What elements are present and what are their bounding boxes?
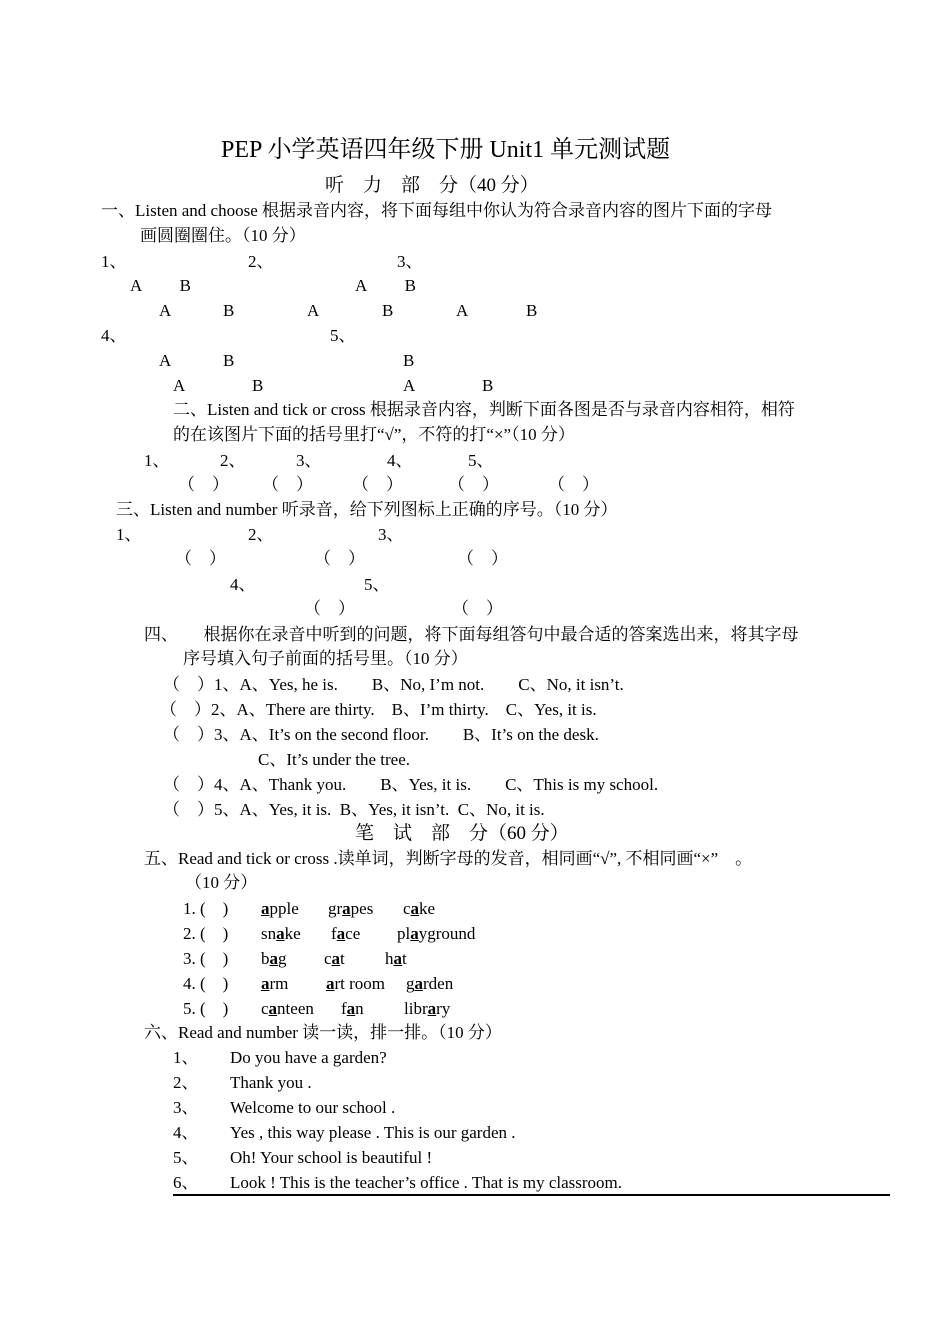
s2-item-number: 3、: [296, 451, 322, 470]
s1-item-number: 5、: [330, 326, 356, 345]
s3-answer-bracket[interactable]: （ ）: [175, 549, 226, 568]
s3-answer-bracket[interactable]: （ ）: [457, 549, 508, 568]
s6-item-number: 3、: [173, 1098, 199, 1117]
section-5-instruction-cont: （10 分）: [185, 873, 258, 892]
s1-choice-letter[interactable]: B: [526, 301, 538, 320]
s1-item-number: 3、: [397, 252, 423, 271]
s5-word: arm: [261, 974, 289, 993]
s6-item-number: 1、: [173, 1048, 199, 1067]
s2-answer-bracket[interactable]: （ ）: [352, 475, 403, 494]
s3-item-number: 5、: [364, 575, 390, 594]
s2-answer-bracket[interactable]: （ ）: [178, 475, 229, 494]
s1-choice-letters[interactable]: A B: [130, 276, 191, 295]
s2-item-number: 2、: [220, 451, 246, 470]
s1-choice-letter[interactable]: A: [456, 301, 469, 320]
s1-choice-letter[interactable]: B: [223, 351, 235, 370]
s6-sentence: Thank you .: [230, 1073, 312, 1092]
s2-answer-bracket[interactable]: （ ）: [262, 475, 313, 494]
listening-section-header: 听 力 部 分（40 分）: [325, 175, 539, 196]
s1-choice-letter[interactable]: A: [403, 376, 416, 395]
section-4-instruction-cont: 序号填入句子前面的括号里。（10 分）: [183, 649, 468, 668]
s1-choice-letter[interactable]: A: [307, 301, 320, 320]
s6-sentence: Welcome to our school .: [230, 1098, 396, 1117]
section-2-instruction-cont: 的在该图片下面的括号里打“√”，不符的打“×”（10 分）: [173, 425, 575, 444]
s1-choice-letter[interactable]: A: [159, 351, 172, 370]
section-1-instruction-cont: 画圆圈圈住。（10 分）: [140, 226, 306, 245]
s5-row-number[interactable]: 2. ( ): [183, 924, 229, 943]
s6-sentence: Oh! Your school is beautiful !: [230, 1148, 433, 1167]
s6-item-number: 6、: [173, 1173, 199, 1192]
s2-item-number: 1、: [144, 451, 170, 470]
s1-choice-letter[interactable]: B: [382, 301, 394, 320]
section-6-instruction: 六、Read and number 读一读，排一排。（10 分）: [144, 1023, 502, 1042]
s6-item-number: 4、: [173, 1123, 199, 1142]
s5-row-number[interactable]: 4. ( ): [183, 974, 229, 993]
s5-word: playground: [397, 924, 476, 943]
s3-answer-bracket[interactable]: （ ）: [452, 599, 503, 618]
s6-sentence: Yes , this way please . This is our garden .: [230, 1123, 516, 1142]
bottom-rule: [173, 1194, 890, 1196]
s1-choice-letter[interactable]: A: [173, 376, 186, 395]
s5-row-number[interactable]: 1. ( ): [183, 899, 229, 918]
s5-word: cake: [403, 899, 436, 918]
s1-choice-letter[interactable]: B: [403, 351, 415, 370]
s3-item-number: 1、: [116, 525, 142, 544]
writing-section-header: 笔 试 部 分（60 分）: [355, 823, 569, 844]
section-2-instruction: 二、Listen and tick or cross 根据录音内容，判断下面各图是否与录音内容相符，相符: [173, 400, 795, 419]
s5-word: hat: [385, 949, 407, 968]
section-1-instruction: 一、Listen and choose 根据录音内容，将下面每组中你认为符合录音内容的图片下面的字母: [101, 201, 772, 220]
s4-question[interactable]: （ ）1、A、Yes, he is. B、No, I’m not. C、No, it isn’t.: [163, 675, 624, 694]
s3-answer-bracket[interactable]: （ ）: [304, 599, 355, 618]
s2-answer-bracket[interactable]: （ ）: [448, 475, 499, 494]
section-5-instruction: 五、Read and tick or cross .读单词，判断字母的发音，相同画“√”, 不相同画“×” 。: [144, 849, 753, 868]
s5-word: grapes: [328, 899, 374, 918]
s5-word: apple: [261, 899, 299, 918]
section-3-instruction: 三、Listen and number 听录音，给下列图标上正确的序号。（10 分）: [116, 500, 618, 519]
s6-sentence: Look ! This is the teacher’s office . That is my classroom.: [230, 1173, 623, 1192]
s6-item-number: 5、: [173, 1148, 199, 1167]
s2-item-number: 5、: [468, 451, 494, 470]
s1-item-number: 2、: [248, 252, 274, 271]
s5-word: snake: [261, 924, 301, 943]
s1-choice-letter[interactable]: B: [223, 301, 235, 320]
s1-choice-letters[interactable]: A B: [355, 276, 416, 295]
s5-word: garden: [406, 974, 454, 993]
s1-choice-letter[interactable]: B: [252, 376, 264, 395]
s6-sentence: Do you have a garden?: [230, 1048, 387, 1067]
s4-question[interactable]: （ ）3、A、It’s on the second floor. B、It’s on the desk.: [163, 725, 599, 744]
s2-item-number: 4、: [387, 451, 413, 470]
s4-question[interactable]: （ ）2、A、There are thirty. B、I’m thirty. C、Yes, it is.: [160, 700, 597, 719]
s5-word: cat: [324, 949, 345, 968]
s5-word: library: [404, 999, 451, 1018]
s3-item-number: 4、: [230, 575, 256, 594]
s5-row-number[interactable]: 5. ( ): [183, 999, 229, 1018]
s5-row-number[interactable]: 3. ( ): [183, 949, 229, 968]
s4-question[interactable]: （ ）4、A、Thank you. B、Yes, it is. C、This is my school.: [163, 775, 659, 794]
s1-choice-letter[interactable]: A: [159, 301, 172, 320]
s5-word: fan: [341, 999, 364, 1018]
s4-question-option: C、It’s under the tree.: [258, 750, 411, 769]
s4-question[interactable]: （ ）5、A、Yes, it is. B、Yes, it isn’t. C、No, it is.: [163, 800, 545, 819]
s5-word: bag: [261, 949, 287, 968]
s3-item-number: 3、: [378, 525, 404, 544]
s1-choice-letter[interactable]: B: [482, 376, 494, 395]
s1-item-number: 4、: [101, 326, 127, 345]
page-title: PEP 小学英语四年级下册 Unit1 单元测试题: [221, 137, 671, 163]
s5-word: face: [331, 924, 361, 943]
s5-word: canteen: [261, 999, 314, 1018]
s3-answer-bracket[interactable]: （ ）: [314, 549, 365, 568]
section-4-instruction: 四、 根据你在录音中听到的问题，将下面每组答句中最合适的答案选出来，将其字母: [144, 625, 799, 644]
s6-item-number: 2、: [173, 1073, 199, 1092]
s1-item-number: 1、: [101, 252, 127, 271]
s2-answer-bracket[interactable]: （ ）: [548, 475, 599, 494]
s5-word: art room: [326, 974, 386, 993]
s3-item-number: 2、: [248, 525, 274, 544]
